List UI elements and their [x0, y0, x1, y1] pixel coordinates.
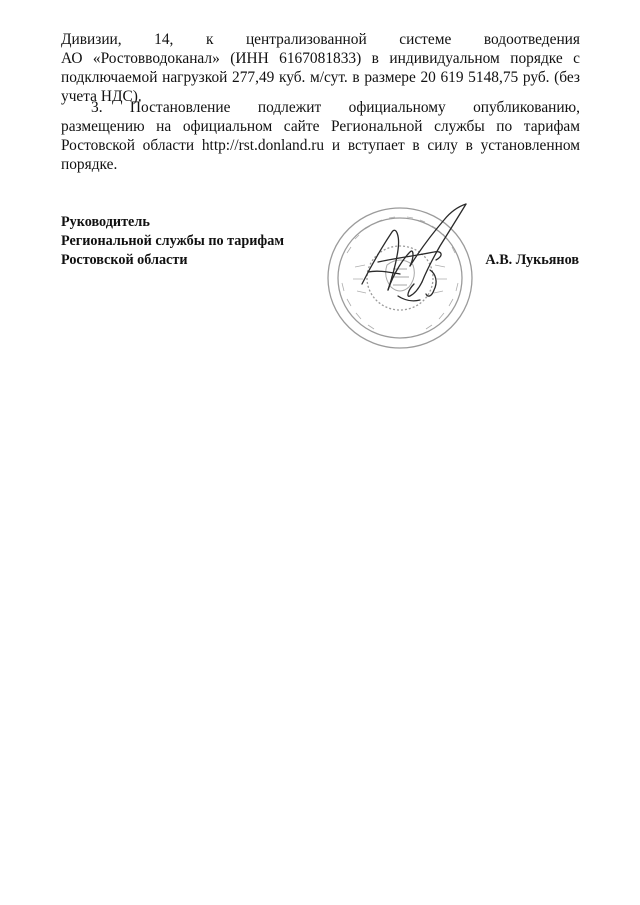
paragraph-line: подключаемой нагрузкой 277,49 куб. м/сут. в размере 20 619 5148,75 руб. (без — [61, 69, 580, 86]
paragraph-line: размещению на официальном сайте Региональной службы по тарифам — [61, 118, 580, 135]
signatory-position — [61, 213, 284, 270]
paragraph-connection-fee — [61, 30, 580, 106]
paragraph-line: АО «Ростовводоканал» (ИНН 6167081833) в индивидуальном порядке с — [61, 50, 580, 67]
position-line-title: Руководитель — [61, 214, 150, 230]
signatory-name: А.В. Лукьянов — [485, 252, 579, 268]
paragraph-line: Ростовской области http://rst.donland.ru и вступает в силу в установленном — [61, 137, 580, 154]
handwritten-signature-icon — [348, 200, 474, 312]
paragraph-line: Дивизии, 14, к централизованной системе водоотведения — [61, 31, 580, 48]
paragraph-line: 3. Постановление подлежит официальному опубликованию, — [91, 99, 580, 116]
paragraph-line: учета НДС). — [61, 88, 142, 105]
paragraph-publication-clause — [61, 98, 580, 174]
position-line-region: Ростовской области — [61, 252, 188, 268]
position-line-organization: Региональной службы по тарифам — [61, 233, 285, 249]
paragraph-line: порядке. — [61, 156, 118, 173]
